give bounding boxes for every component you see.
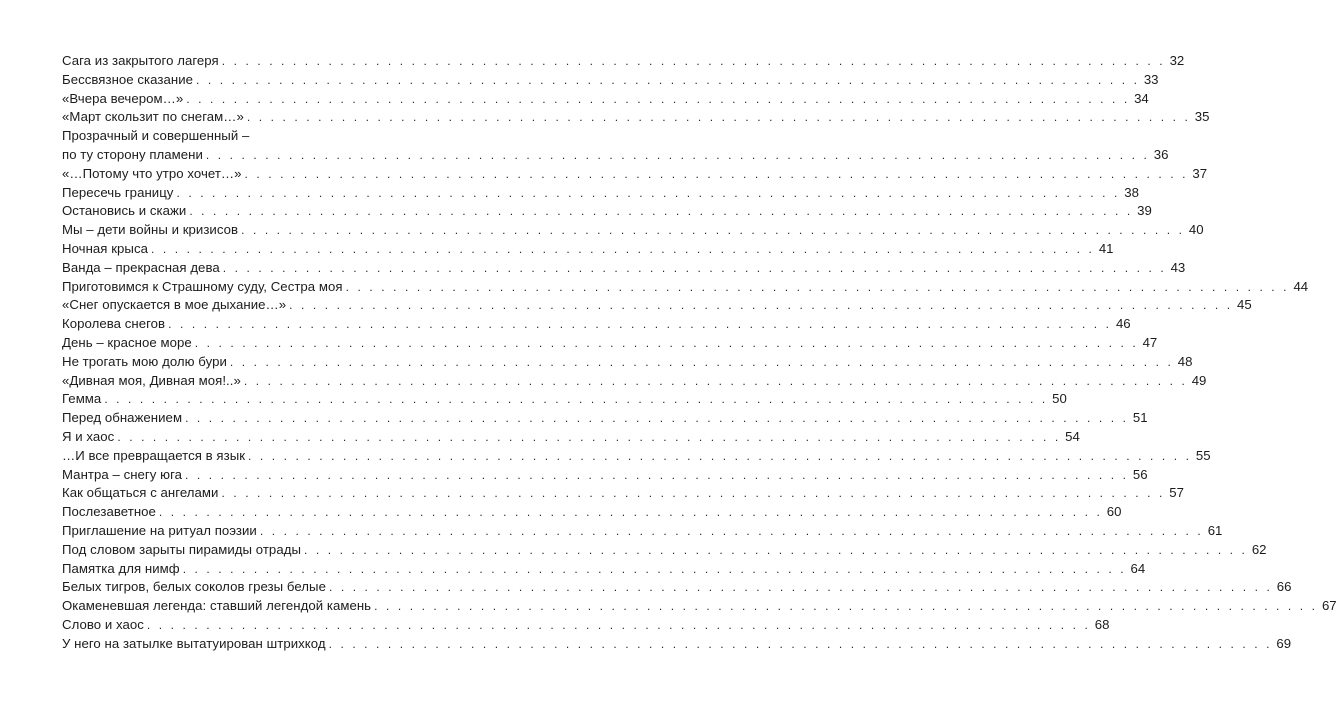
- dot-leader: . . . . . . . . . . . . . . . . . . . . . . . . . . . . . . . . . . . . . . . . . . . . . . . . . . . . . . . . . . . . . . . . . . . . . . . . . . . . . . . .: [205, 147, 1150, 162]
- toc-entry: [62, 635, 1292, 654]
- dot-leader: . . . . . . . . . . . . . . . . . . . . . . . . . . . . . . . . . . . . . . . . . . . . . . . . . . . . . . . . . . . . . . . . . . . . . . . . . . . . . . . .: [182, 561, 1127, 576]
- dot-leader: . . . . . . . . . . . . . . . . . . . . . . . . . . . . . . . . . . . . . . . . . . . . . . . . . . . . . . . . . . . . . . . . . . . . . . . . . . . . . . . .: [221, 486, 1165, 501]
- toc-page-number: 40: [1188, 222, 1204, 238]
- toc-entry-title: Пересечь границу: [62, 184, 174, 200]
- toc-line: [62, 390, 1067, 409]
- toc-line: [62, 90, 1149, 109]
- toc-entry-title: Приглашение на ритуал поэзии: [62, 522, 257, 538]
- toc-line: [62, 409, 1148, 428]
- dot-leader: . . . . . . . . . . . . . . . . . . . . . . . . . . . . . . . . . . . . . . . . . . . . . . . . . . . . . . . . . . . . . . . . . . . . . . . . . . . . . . . .: [328, 636, 1273, 651]
- toc-line: [62, 522, 1223, 541]
- toc-line: [62, 541, 1267, 560]
- toc-page-number: 57: [1169, 485, 1184, 501]
- toc-page-number: 60: [1106, 504, 1122, 520]
- toc-line: [62, 503, 1122, 522]
- toc-entry-title: «…Потому что утро хочет…»: [62, 165, 242, 181]
- toc-entry: [62, 390, 1067, 409]
- toc-line: [62, 616, 1110, 635]
- dot-leader: . . . . . . . . . . . . . . . . . . . . . . . . . . . . . . . . . . . . . . . . . . . . . . . . . . . . . . . . . . . . . . . . . . . . . . . . . . . . . . . .: [117, 429, 1061, 444]
- toc-line: [62, 202, 1152, 221]
- dot-leader: . . . . . . . . . . . . . . . . . . . . . . . . . . . . . . . . . . . . . . . . . . . . . . . . . . . . . . . . . . . . . . . . . . . . . . . . . . . . . . . .: [328, 580, 1273, 595]
- dot-leader: . . . . . . . . . . . . . . . . . . . . . . . . . . . . . . . . . . . . . . . . . . . . . . . . . . . . . . . . . . . . . . . . . . . . . . . . . . . . . . . .: [176, 185, 1120, 200]
- toc-entry: [62, 484, 1184, 503]
- toc-page-number: 51: [1132, 410, 1148, 426]
- toc-entry-title: Бессвязное сказание: [62, 71, 193, 87]
- toc-page-number: 35: [1194, 109, 1210, 125]
- toc-entry: [62, 503, 1122, 522]
- toc-entry-title: Мантра – снегу юга: [62, 466, 183, 482]
- toc-entry-title: Памятка для нимф: [62, 560, 180, 576]
- toc-entry: [62, 578, 1292, 597]
- dot-leader: . . . . . . . . . . . . . . . . . . . . . . . . . . . . . . . . . . . . . . . . . . . . . . . . . . . . . . . . . . . . . . . . . . . . . . . . . . . . . . . .: [246, 110, 1191, 125]
- dot-leader: . . . . . . . . . . . . . . . . . . . . . . . . . . . . . . . . . . . . . . . . . . . . . . . . . . . . . . . . . . . . . . . . . . . . . . . . . . . . . . . .: [186, 91, 1130, 106]
- toc-page-number: 61: [1207, 522, 1223, 538]
- toc-entry: [62, 560, 1146, 579]
- toc-entry-title: Окаменевшая легенда: ставший легендой камень: [62, 598, 372, 614]
- toc-entry-title: День – красное море: [62, 334, 192, 350]
- dot-leader: . . . . . . . . . . . . . . . . . . . . . . . . . . . . . . . . . . . . . . . . . . . . . . . . . . . . . . . . . . . . . . . . . . . . . . . . . . . . . . . .: [146, 617, 1091, 632]
- toc-page-number: 56: [1132, 466, 1148, 482]
- dot-leader: . . . . . . . . . . . . . . . . . . . . . . . . . . . . . . . . . . . . . . . . . . . . . . . . . . . . . . . . . . . . . . . . . . . . . . . . . . . . . . . .: [243, 373, 1188, 388]
- toc-entry: [62, 108, 1210, 127]
- dot-leader: . . . . . . . . . . . . . . . . . . . . . . . . . . . . . . . . . . . . . . . . . . . . . . . . . . . . . . . . . . . . . . . . . . . . . . . . . . . . . . . .: [241, 223, 1185, 238]
- toc-entry: [62, 71, 1159, 90]
- toc-page-number: 64: [1130, 560, 1146, 576]
- toc-line: [62, 315, 1131, 334]
- toc-page-number: 41: [1098, 240, 1114, 256]
- toc-entry: [62, 372, 1207, 391]
- toc-line: [62, 428, 1080, 447]
- toc-entry: [62, 184, 1139, 203]
- dot-leader: . . . . . . . . . . . . . . . . . . . . . . . . . . . . . . . . . . . . . . . . . . . . . . . . . . . . . . . . . . . . . . . . . . . . . . . . . . . . . . . .: [259, 523, 1204, 538]
- toc-entry-title: по ту сторону пламени: [62, 146, 203, 162]
- toc-page-number: 39: [1137, 203, 1152, 219]
- toc-page-number: 43: [1170, 259, 1186, 275]
- toc-page-number: 34: [1134, 90, 1149, 106]
- toc-entry-title: …И все превращается в язык: [62, 447, 246, 463]
- dot-leader: . . . . . . . . . . . . . . . . . . . . . . . . . . . . . . . . . . . . . . . . . . . . . . . . . . . . . . . . . . . . . . . . . . . . . . . . . . . . . . . .: [345, 279, 1290, 294]
- toc-page-number: 55: [1195, 447, 1211, 463]
- dot-leader: . . . . . . . . . . . . . . . . . . . . . . . . . . . . . . . . . . . . . . . . . . . . . . . . . . . . . . . . . . . . . . . . . . . . . . . . . . . . . . . .: [189, 204, 1133, 219]
- toc-page-number: 49: [1191, 372, 1207, 388]
- dot-leader: . . . . . . . . . . . . . . . . . . . . . . . . . . . . . . . . . . . . . . . . . . . . . . . . . . . . . . . . . . . . . . . . . . . . . . . . . . . . . . . .: [168, 317, 1112, 332]
- toc-page-number: 47: [1142, 334, 1158, 350]
- toc-page-number: 66: [1276, 579, 1292, 595]
- dot-leader: . . . . . . . . . . . . . . . . . . . . . . . . . . . . . . . . . . . . . . . . . . . . . . . . . . . . . . . . . . . . . . . . . . . . . . . . . . . . . . . .: [158, 505, 1103, 520]
- toc-entry: [62, 428, 1080, 447]
- toc-line: [62, 372, 1207, 391]
- toc-line: [62, 296, 1252, 315]
- toc-entry-title: Белых тигров, белых соколов грезы белые: [62, 579, 326, 595]
- toc-line: [62, 184, 1139, 203]
- toc-line: [62, 71, 1159, 90]
- toc-page-number: 33: [1143, 71, 1159, 87]
- toc-page-number: 37: [1192, 165, 1208, 181]
- toc-entry: [62, 259, 1186, 278]
- toc-line: [62, 447, 1211, 466]
- toc-entry: [62, 522, 1223, 541]
- toc-entry-title: Под словом зарыты пирамиды отрады: [62, 541, 301, 557]
- toc-line: [62, 278, 1309, 297]
- toc-entry-title: «Март скользит по снегам…»: [62, 109, 244, 125]
- toc-entry: [62, 334, 1158, 353]
- toc-page-number: 46: [1115, 316, 1131, 332]
- toc-entry-title: Сага из закрытого лагеря: [62, 53, 219, 68]
- dot-leader: . . . . . . . . . . . . . . . . . . . . . . . . . . . . . . . . . . . . . . . . . . . . . . . . . . . . . . . . . . . . . . . . . . . . . . . . . . . . . . . .: [229, 354, 1174, 369]
- toc-line: [62, 484, 1184, 503]
- toc-page-number: 50: [1052, 391, 1067, 407]
- toc-page-number: 32: [1169, 53, 1185, 68]
- dot-leader: . . . . . . . . . . . . . . . . . . . . . . . . . . . . . . . . . . . . . . . . . . . . . . . . . . . . . . . . . . . . . . . . . . . . . . . . . . . . . . . .: [196, 72, 1140, 87]
- toc-line: [62, 221, 1204, 240]
- toc-page-number: 69: [1276, 635, 1292, 651]
- toc-line: [62, 52, 1185, 71]
- toc-line: [62, 259, 1186, 278]
- dot-leader: . . . . . . . . . . . . . . . . . . . . . . . . . . . . . . . . . . . . . . . . . . . . . . . . . . . . . . . . . . . . . . . . . . . . . . . . . . . . . . . .: [374, 599, 1318, 614]
- toc-page-number: 68: [1094, 616, 1110, 632]
- toc-page-number: 38: [1124, 184, 1139, 200]
- dot-leader: . . . . . . . . . . . . . . . . . . . . . . . . . . . . . . . . . . . . . . . . . . . . . . . . . . . . . . . . . . . . . . . . . . . . . . . . . . . . . . . .: [185, 467, 1129, 482]
- dot-leader: . . . . . . . . . . . . . . . . . . . . . . . . . . . . . . . . . . . . . . . . . . . . . . . . . . . . . . . . . . . . . . . . . . . . . . . . . . . . . . . .: [248, 448, 1192, 463]
- toc-line: [62, 334, 1158, 353]
- toc-entry: [62, 466, 1148, 485]
- dot-leader: . . . . . . . . . . . . . . . . . . . . . . . . . . . . . . . . . . . . . . . . . . . . . . . . . . . . . . . . . . . . . . . . . . . . . . . . . . . . . . . .: [289, 298, 1233, 313]
- toc-entry: [62, 296, 1252, 315]
- toc-line: [62, 353, 1193, 372]
- dot-leader: . . . . . . . . . . . . . . . . . . . . . . . . . . . . . . . . . . . . . . . . . . . . . . . . . . . . . . . . . . . . . . . . . . . . . . . . . . . . . . . .: [185, 411, 1129, 426]
- toc-entry-title: Я и хаос: [62, 428, 115, 444]
- toc-entry: [62, 52, 1185, 71]
- toc-entry-title: Ночная крыса: [62, 240, 148, 256]
- dot-leader: . . . . . . . . . . . . . . . . . . . . . . . . . . . . . . . . . . . . . . . . . . . . . . . . . . . . . . . . . . . . . . . . . . . . . . . . . . . . . . . .: [244, 166, 1189, 181]
- dot-leader: . . . . . . . . . . . . . . . . . . . . . . . . . . . . . . . . . . . . . . . . . . . . . . . . . . . . . . . . . . . . . . . . . . . . . . . . . . . . . . . .: [150, 241, 1095, 256]
- toc-line: [62, 560, 1146, 579]
- dot-leader: . . . . . . . . . . . . . . . . . . . . . . . . . . . . . . . . . . . . . . . . . . . . . . . . . . . . . . . . . . . . . . . . . . . . . . . . . . . . . . . .: [194, 335, 1139, 350]
- toc-line: [62, 146, 1169, 165]
- toc-entry-title: «Вчера вечером…»: [62, 90, 184, 106]
- toc-entry: [62, 165, 1208, 184]
- toc-line: [62, 597, 1337, 616]
- toc-page-number: 36: [1153, 146, 1169, 162]
- toc-page-number: 62: [1251, 541, 1267, 557]
- toc-entry: [62, 278, 1309, 297]
- toc-entry: [62, 353, 1193, 372]
- toc-entry-title: Гемма: [62, 391, 102, 407]
- toc-line: [62, 466, 1148, 485]
- toc-page-number: 54: [1065, 428, 1080, 444]
- toc-page-number: 44: [1293, 278, 1309, 294]
- toc-line: [62, 165, 1208, 184]
- toc-line: [62, 127, 427, 146]
- toc-entry-title: «Снег опускается в мое дыхание…»: [62, 297, 287, 313]
- toc-entry-title: Королева снегов: [62, 316, 166, 332]
- toc-entry: [62, 315, 1131, 334]
- toc-entry-title: Приготовимся к Страшному суду, Сестра моя: [62, 278, 343, 294]
- toc-page-number: 45: [1237, 297, 1252, 313]
- toc-line: [62, 635, 1292, 654]
- toc-entry-title: «Дивная моя, Дивная моя!..»: [62, 372, 241, 388]
- toc-entry: [62, 409, 1148, 428]
- toc-entry-title: Не трогать мою долю бури: [62, 353, 227, 369]
- dot-leader: . . . . . . . . . . . . . . . . . . . . . . . . . . . . . . . . . . . . . . . . . . . . . . . . . . . . . . . . . . . . . . . . . . . . . . . . . . . . . . . .: [221, 54, 1166, 68]
- table-of-contents: [62, 52, 1337, 654]
- toc-entry-title: Прозрачный и совершенный –: [62, 128, 250, 144]
- toc-entry: [62, 240, 1114, 259]
- toc-line: [62, 578, 1292, 597]
- toc-entry: [62, 202, 1152, 221]
- toc-page-number: 48: [1177, 353, 1193, 369]
- toc-entry: [62, 90, 1149, 109]
- toc-entry: [62, 597, 1337, 616]
- toc-entry-title: Как общаться с ангелами: [62, 485, 219, 501]
- toc-entry-title: Послезаветное: [62, 504, 156, 520]
- dot-leader: . . . . . . . . . . . . . . . . . . . . . . . . . . . . . . . . . . . . . . . . . . . . . . . . . . . . . . . . . . . . . . . . . . . . . . . . . . . . . . . .: [303, 542, 1248, 557]
- toc-entry: [62, 221, 1204, 240]
- toc-entry: [62, 541, 1267, 560]
- toc-entry-title: Остановись и скажи: [62, 203, 187, 219]
- dot-leader: . . . . . . . . . . . . . . . . . . . . . . . . . . . . . . . . . . . . . . . . . . . . . . . . . . . . . . . . . . . . . . . . . . . . . . . . . . . . . . . .: [104, 392, 1048, 407]
- toc-entry: [62, 127, 1169, 165]
- toc-page-number: 67: [1321, 598, 1337, 614]
- toc-line: [62, 240, 1114, 259]
- toc-entry: [62, 616, 1110, 635]
- toc-entry-title: Ванда – прекрасная дева: [62, 259, 220, 275]
- dot-leader: . . . . . . . . . . . . . . . . . . . . . . . . . . . . . . . . . . . . . . . . . . . . . . . . . . . . . . . . . . . . . . . . . . . . . . . . . . . . . . . .: [222, 260, 1167, 275]
- toc-line: [62, 108, 1210, 127]
- toc-entry-title: Мы – дети войны и кризисов: [62, 222, 239, 238]
- toc-entry-title: Перед обнажением: [62, 410, 183, 426]
- toc-entry-title: Слово и хаос: [62, 616, 144, 632]
- toc-entry-title: У него на затылке вытатуирован штрихкод: [62, 635, 326, 651]
- toc-entry: [62, 447, 1211, 466]
